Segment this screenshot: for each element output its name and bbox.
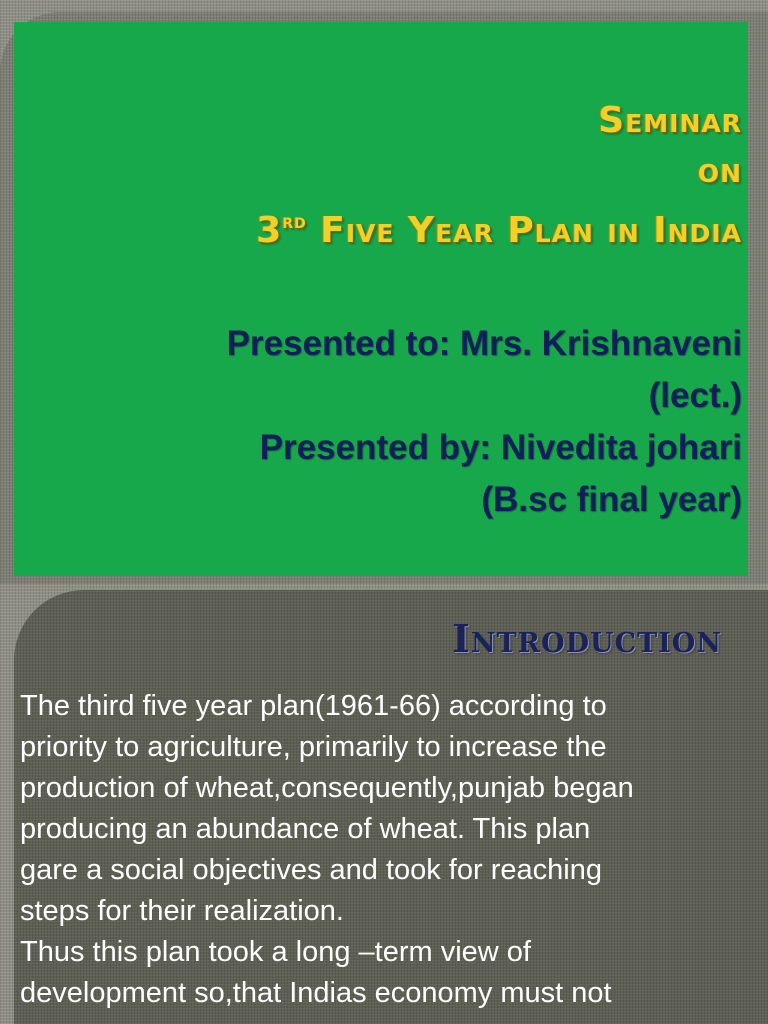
presenter-info <box>227 318 742 526</box>
seminar-title-line-2: on <box>697 150 742 191</box>
ordinal-number: 3 <box>256 210 283 251</box>
introduction-title: Introduction <box>452 616 722 661</box>
plan-title-text: Five Year Plan in India <box>306 210 742 251</box>
presented-to-role: (lect.) <box>648 376 742 415</box>
seminar-title-line-3 <box>256 196 742 256</box>
seminar-title-line-1: Seminar <box>598 100 742 141</box>
introduction-paragraph-2: Thus this plan took a long –term view of development so,that Indias economy must not <box>20 936 612 1009</box>
presented-to-line: Presented to: Mrs. Krishnaveni <box>226 324 742 363</box>
introduction-body <box>20 686 760 1014</box>
introduction-slide <box>0 586 768 1024</box>
introduction-paragraph-1: The third five year plan(1961-66) according to priority to agriculture, primarily to increase the production of wheat,consequently,punjab began producing an abundance of wheat. This plan gare a social objectives and took for reaching steps for their realization. <box>20 690 634 927</box>
ordinal-suffix: rd <box>282 209 307 233</box>
presented-by-line: Presented by: Nivedita johari <box>259 428 742 467</box>
seminar-title <box>256 96 742 256</box>
presented-by-role: (B.sc final year) <box>481 480 742 519</box>
